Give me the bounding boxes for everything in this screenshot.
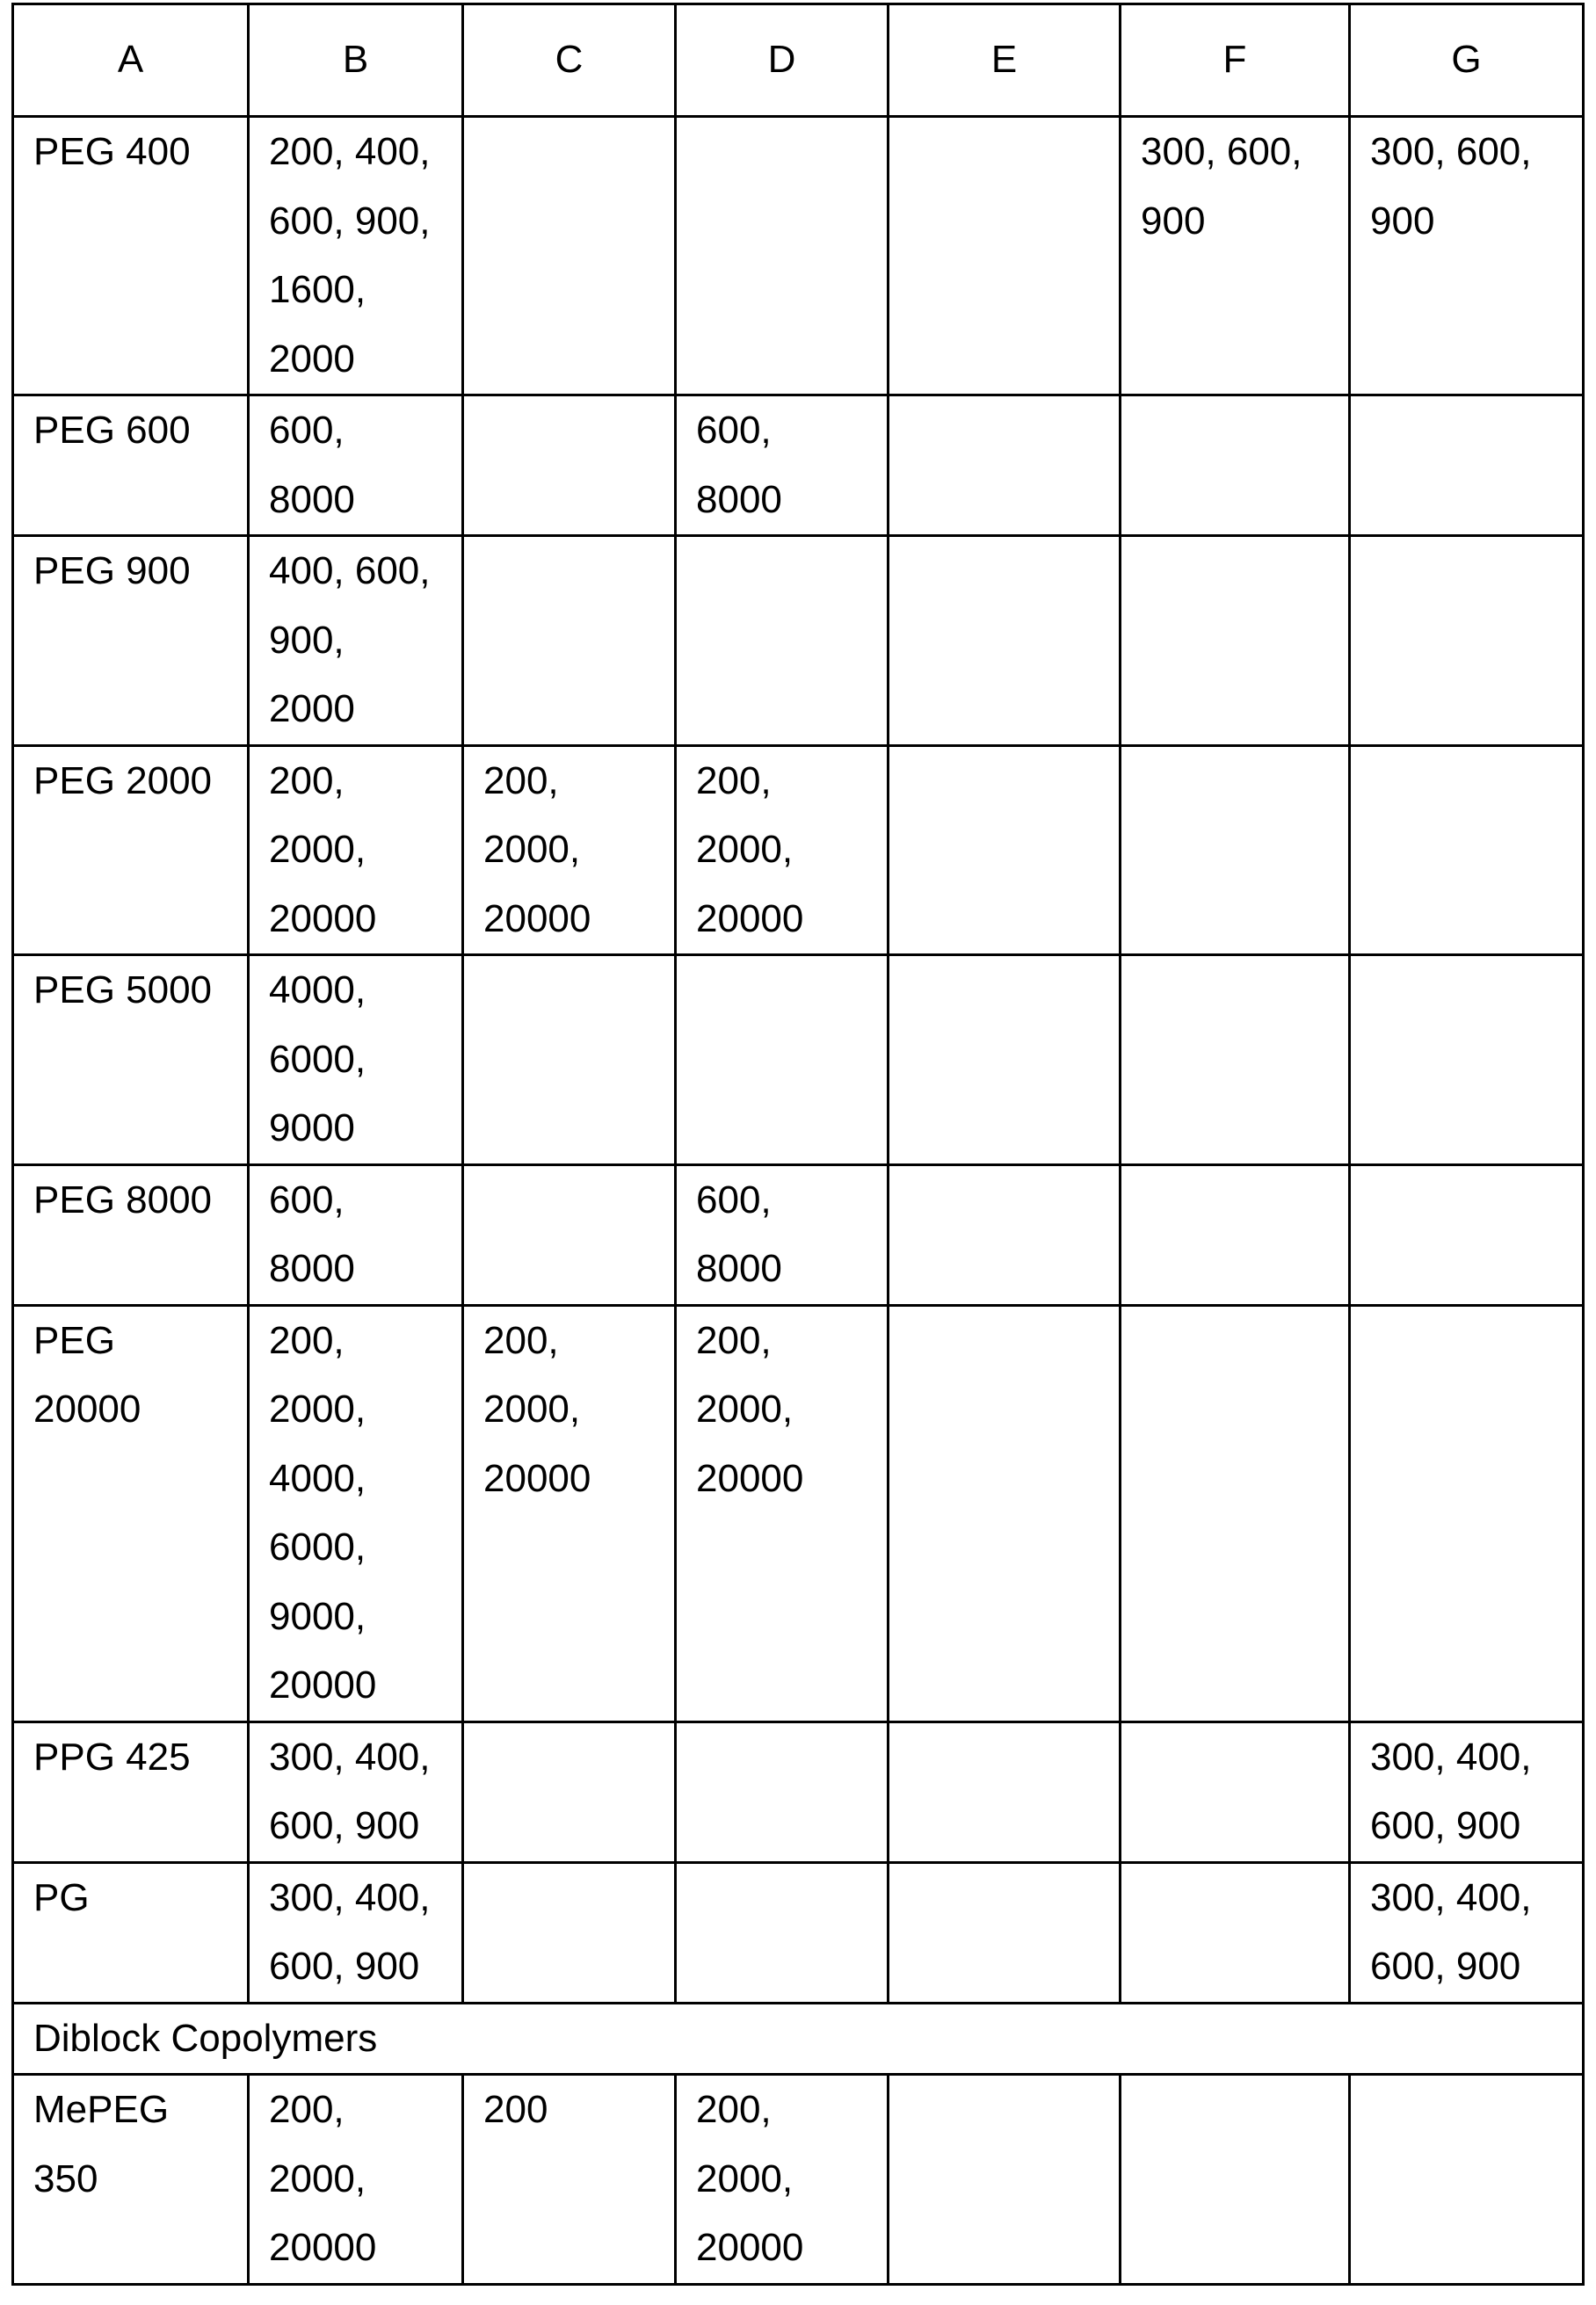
- table-cell: 200, 2000, 20000: [676, 2075, 889, 2285]
- table-cell: 300, 400, 600, 900: [249, 1722, 463, 1862]
- table-cell: [1121, 955, 1350, 1165]
- table-cell: 300, 600, 900: [1121, 117, 1350, 395]
- row-label-cell: PEG 2000: [13, 745, 249, 955]
- data-table: [11, 3, 1585, 2286]
- row-label-cell: PEG 600: [13, 395, 249, 536]
- table-cell: [1350, 745, 1584, 955]
- table-cell: 300, 400, 600, 900: [1350, 1722, 1584, 1862]
- table-row: [13, 1722, 1584, 1862]
- row-label-cell: PEG 20000: [13, 1305, 249, 1722]
- table-cell: [889, 1164, 1121, 1305]
- table-row: [13, 536, 1584, 746]
- table-cell: [1121, 1305, 1350, 1722]
- table-cell: [1121, 536, 1350, 746]
- table-cell: [676, 1862, 889, 2003]
- table-cell: [1121, 395, 1350, 536]
- table-cell: 200, 2000, 4000, 6000, 9000, 20000: [249, 1305, 463, 1722]
- table-cell: [676, 536, 889, 746]
- table-cell: 4000, 6000, 9000: [249, 955, 463, 1165]
- table-cell: [463, 117, 676, 395]
- table-cell: [1350, 1164, 1584, 1305]
- table-cell: 200, 2000, 20000: [676, 1305, 889, 1722]
- section-label: Diblock Copolymers: [13, 2003, 1584, 2075]
- row-label-cell: PG: [13, 1862, 249, 2003]
- table-row: [13, 1305, 1584, 1722]
- table-cell: [676, 955, 889, 1165]
- table-row: [13, 745, 1584, 955]
- row-label-cell: PEG 8000: [13, 1164, 249, 1305]
- row-label-cell: PEG 900: [13, 536, 249, 746]
- table-cell: [889, 536, 1121, 746]
- table-cell: 300, 400, 600, 900: [249, 1862, 463, 2003]
- table-cell: [1350, 395, 1584, 536]
- table-cell: 200: [463, 2075, 676, 2285]
- table-cell: 200, 2000, 20000: [249, 745, 463, 955]
- section-row: [13, 2003, 1584, 2075]
- table-row: [13, 395, 1584, 536]
- table-cell: 300, 400, 600, 900: [1350, 1862, 1584, 2003]
- table-cell: [1350, 536, 1584, 746]
- table-row: [13, 2075, 1584, 2285]
- table-cell: 200, 2000, 20000: [463, 1305, 676, 1722]
- table-row: [13, 117, 1584, 395]
- table-cell: [676, 1722, 889, 1862]
- table-cell: [889, 745, 1121, 955]
- table-cell: 200, 400, 600, 900, 1600, 2000: [249, 117, 463, 395]
- column-header-g: G: [1350, 4, 1584, 117]
- row-label-cell: PPG 425: [13, 1722, 249, 1862]
- table-cell: [463, 1862, 676, 2003]
- table-cell: [889, 117, 1121, 395]
- table-cell: [463, 1164, 676, 1305]
- table-cell: [1121, 1722, 1350, 1862]
- table-row: [13, 955, 1584, 1165]
- table-cell: [1350, 2075, 1584, 2285]
- table-cell: 200, 2000, 20000: [676, 745, 889, 955]
- table-cell: [676, 117, 889, 395]
- table-cell: 400, 600, 900, 2000: [249, 536, 463, 746]
- table-cell: [463, 955, 676, 1165]
- table-cell: [463, 1722, 676, 1862]
- column-header-c: C: [463, 4, 676, 117]
- column-header-d: D: [676, 4, 889, 117]
- table-cell: 300, 600, 900: [1350, 117, 1584, 395]
- table-cell: 600, 8000: [676, 1164, 889, 1305]
- table-cell: 600, 8000: [249, 395, 463, 536]
- row-label-cell: PEG 5000: [13, 955, 249, 1165]
- table-cell: [1121, 1164, 1350, 1305]
- table-cell: [1121, 2075, 1350, 2285]
- header-row: [13, 4, 1584, 117]
- table-cell: [1350, 955, 1584, 1165]
- table-row: [13, 1862, 1584, 2003]
- column-header-e: E: [889, 4, 1121, 117]
- table-cell: [463, 395, 676, 536]
- table-cell: [463, 536, 676, 746]
- table-cell: 200, 2000, 20000: [249, 2075, 463, 2285]
- table-cell: [889, 2075, 1121, 2285]
- column-header-b: B: [249, 4, 463, 117]
- table-cell: 600, 8000: [676, 395, 889, 536]
- table-cell: [889, 1722, 1121, 1862]
- table-row: [13, 1164, 1584, 1305]
- table-cell: [1121, 1862, 1350, 2003]
- table-cell: 600, 8000: [249, 1164, 463, 1305]
- column-header-a: A: [13, 4, 249, 117]
- table-cell: 200, 2000, 20000: [463, 745, 676, 955]
- table-cell: [1121, 745, 1350, 955]
- table-cell: [889, 1305, 1121, 1722]
- row-label-cell: MePEG 350: [13, 2075, 249, 2285]
- table-cell: [1350, 1305, 1584, 1722]
- table-cell: [889, 395, 1121, 536]
- row-label-cell: PEG 400: [13, 117, 249, 395]
- table-cell: [889, 1862, 1121, 2003]
- table-cell: [889, 955, 1121, 1165]
- column-header-f: F: [1121, 4, 1350, 117]
